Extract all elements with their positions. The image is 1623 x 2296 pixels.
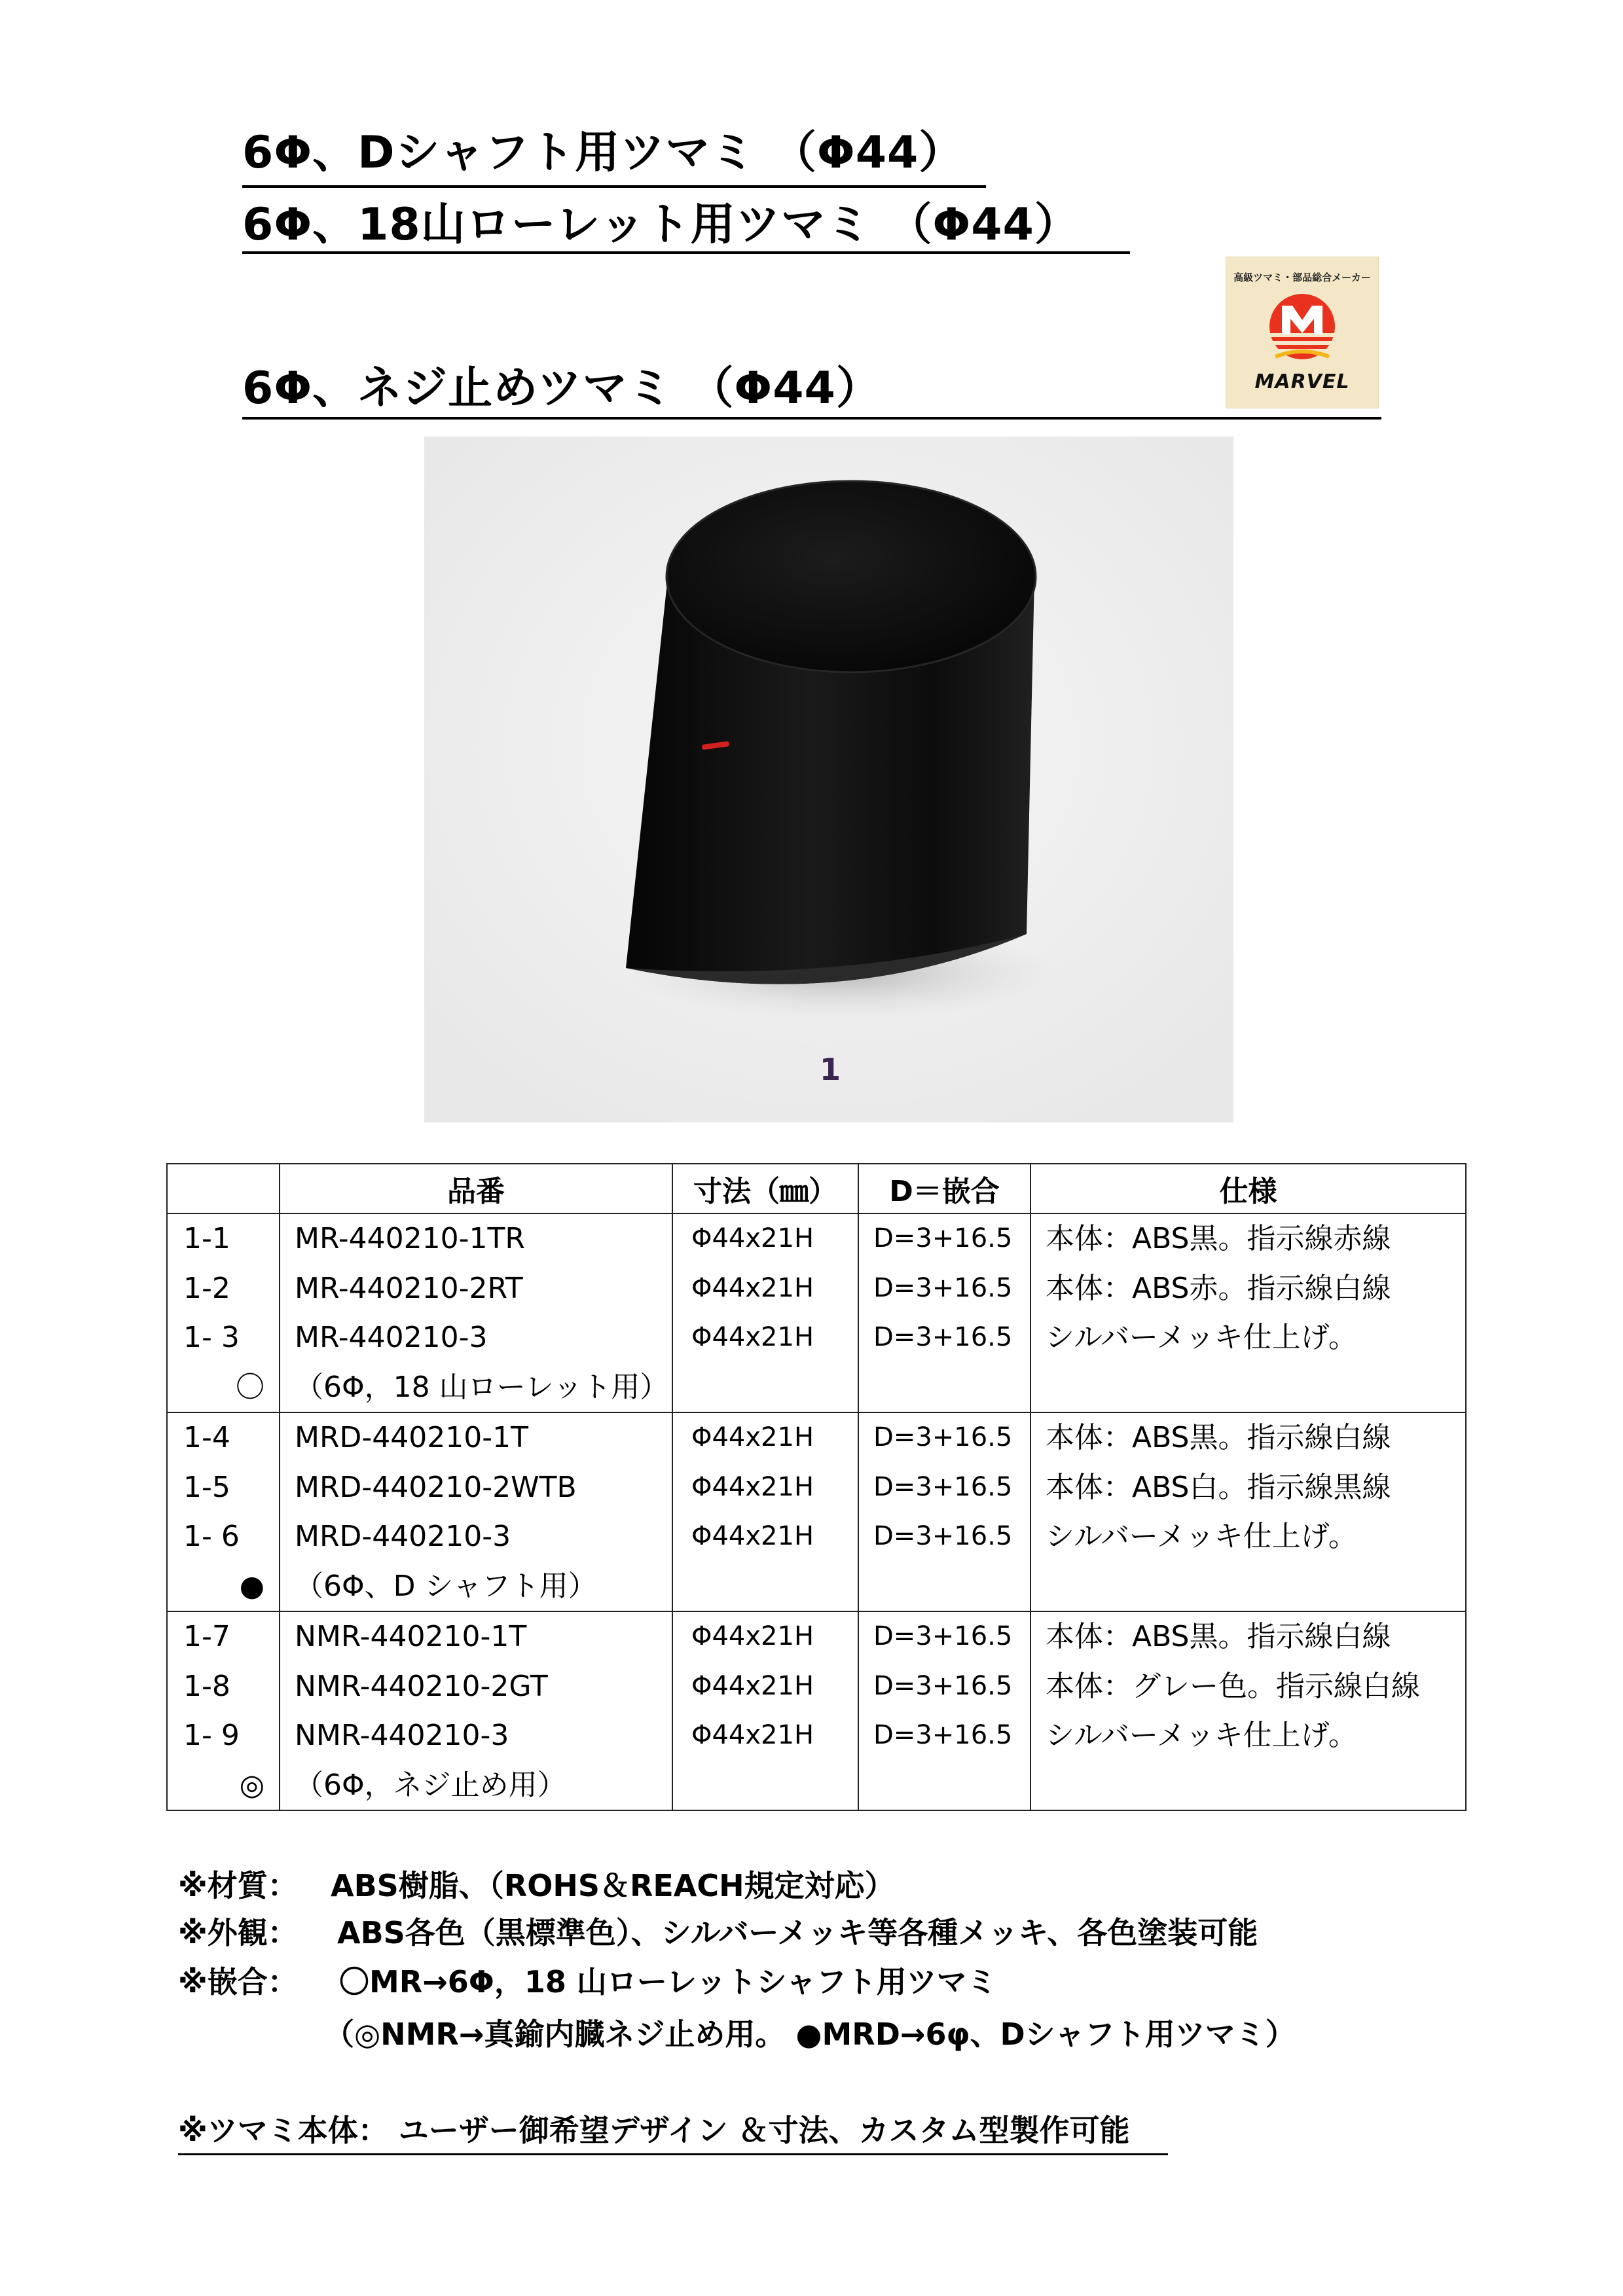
note-material xyxy=(0,1868,1623,1903)
note-custom: ※ツマミ本体： ユーザー御希望デザイン ＆寸法、カスタム型製作可能 xyxy=(178,2113,1130,2148)
title-knurl: 6Φ、18山ローレット用ツマミ （Φ44） xyxy=(242,199,1080,251)
spec-text: 本体：ABS白。指示線黒線 xyxy=(1046,1470,1391,1504)
spec-text: 本体：ABS黒。指示線白線 xyxy=(1046,1620,1391,1653)
group2-dims xyxy=(672,1412,858,1611)
title-underline-1 xyxy=(242,185,986,188)
group-mark: ◎ xyxy=(239,1768,264,1802)
row-number: 1- 6 xyxy=(183,1520,240,1553)
part-number: MRD-440210-1T xyxy=(295,1421,529,1454)
header-dimensions: 寸法（㎜） xyxy=(672,1164,858,1213)
header-part-number: 品番 xyxy=(280,1164,672,1213)
group2-fits xyxy=(858,1412,1030,1611)
marvel-emblem-icon xyxy=(1266,293,1338,361)
header-no xyxy=(167,1164,280,1213)
table-header-row xyxy=(167,1164,1466,1213)
marvel-logo xyxy=(1226,257,1379,408)
note-custom-underline xyxy=(178,2153,1168,2155)
dimension: Φ44x21H xyxy=(691,1422,814,1452)
group-note: （6Φ，18 山ローレット用） xyxy=(295,1370,669,1404)
group3-numbers xyxy=(167,1611,280,1810)
group1-parts xyxy=(280,1213,672,1412)
row-number: 1-7 xyxy=(183,1620,230,1653)
group2-parts xyxy=(280,1412,672,1611)
group3-specs xyxy=(1030,1611,1466,1810)
product-photo xyxy=(424,437,1233,1122)
dimension: Φ44x21H xyxy=(691,1720,814,1750)
part-number: MR-440210-2RT xyxy=(295,1271,523,1305)
group2-numbers xyxy=(167,1412,280,1611)
group1-numbers xyxy=(167,1213,280,1412)
row-number: 1-5 xyxy=(183,1470,230,1504)
header-fit: D＝嵌合 xyxy=(858,1164,1030,1213)
table-group-screw xyxy=(167,1611,1466,1810)
note-material-label: ※材質： xyxy=(178,1868,298,1903)
note-appearance-text: ABS各色（黒標準色）、シルバーメッキ等各種メッキ、各色塗装可能 xyxy=(337,1915,1258,1950)
fit-value: D=3+16.5 xyxy=(873,1322,1013,1352)
fit-value: D=3+16.5 xyxy=(873,1272,1013,1303)
dimension: Φ44x21H xyxy=(691,1621,814,1651)
dimension: Φ44x21H xyxy=(691,1272,814,1303)
fit-value: D=3+16.5 xyxy=(873,1670,1013,1701)
row-number: 1- 3 xyxy=(183,1321,240,1354)
dimension: Φ44x21H xyxy=(691,1521,814,1551)
dimension: Φ44x21H xyxy=(691,1223,814,1253)
fit-value: D=3+16.5 xyxy=(873,1223,1013,1253)
spec-text: 本体：グレー色。指示線白線 xyxy=(1046,1669,1420,1703)
note-fit-detail-text: （◎NMR→真鍮内臓ネジ止め用。 ●MRD→6φ、Dシャフト用ツマミ） xyxy=(324,2017,1296,2052)
header-spec: 仕様 xyxy=(1030,1164,1466,1213)
note-fit-detail xyxy=(0,2019,1623,2052)
row-number: 1-8 xyxy=(183,1669,230,1703)
table-group-d-shaft xyxy=(167,1412,1466,1611)
title-d-shaft: 6Φ、Dシャフト用ツマミ （Φ44） xyxy=(242,127,964,179)
spec-text: シルバーメッキ仕上げ。 xyxy=(1046,1719,1357,1752)
note-fit-text: 〇MR→6Φ，18 山ローレットシャフト用ツマミ xyxy=(339,1964,997,2000)
group1-fits xyxy=(858,1213,1030,1412)
note-fit-label: ※嵌合： xyxy=(178,1964,298,2000)
dimension: Φ44x21H xyxy=(691,1471,814,1502)
row-number: 1-2 xyxy=(183,1271,230,1305)
row-number: 1-1 xyxy=(183,1222,230,1255)
group-note: （6Φ、D シャフト用） xyxy=(295,1569,597,1603)
part-number: NMR-440210-1T xyxy=(295,1620,527,1653)
fit-value: D=3+16.5 xyxy=(873,1471,1013,1502)
part-number: MR-440210-3 xyxy=(295,1321,488,1354)
group3-dims xyxy=(672,1611,858,1810)
note-appearance xyxy=(0,1915,1623,1950)
note-appearance-label: ※外観： xyxy=(178,1915,298,1950)
title-underline-2 xyxy=(242,251,1130,254)
part-number: MR-440210-1TR xyxy=(295,1222,525,1255)
part-number: MRD-440210-2WTB xyxy=(295,1470,577,1504)
spec-table xyxy=(166,1163,1467,1811)
group-note: （6Φ，ネジ止め用） xyxy=(295,1768,566,1802)
table-group-knurl xyxy=(167,1213,1466,1412)
row-number: 1-4 xyxy=(183,1421,230,1454)
spec-text: シルバーメッキ仕上げ。 xyxy=(1046,1520,1357,1553)
group-mark: 〇 xyxy=(236,1370,264,1404)
fit-value: D=3+16.5 xyxy=(873,1621,1013,1651)
spec-text: 本体：ABS黒。指示線白線 xyxy=(1046,1421,1391,1454)
spec-text: 本体：ABS赤。指示線白線 xyxy=(1046,1271,1391,1305)
part-number: NMR-440210-3 xyxy=(295,1719,509,1752)
group1-dims xyxy=(672,1213,858,1412)
title-underline-3 xyxy=(242,417,1381,420)
spec-text: シルバーメッキ仕上げ。 xyxy=(1046,1321,1357,1354)
row-number: 1- 9 xyxy=(183,1719,240,1752)
group3-parts xyxy=(280,1611,672,1810)
group1-specs xyxy=(1030,1213,1466,1412)
logo-wordmark: MARVEL xyxy=(1254,370,1350,393)
title-screw: 6Φ、ネジ止めツマミ （Φ44） xyxy=(242,363,881,414)
part-number: NMR-440210-2GT xyxy=(295,1669,548,1703)
fit-value: D=3+16.5 xyxy=(873,1720,1013,1750)
group3-fits xyxy=(858,1611,1030,1810)
dimension: Φ44x21H xyxy=(691,1670,814,1701)
black-knob-image xyxy=(424,437,1233,1122)
note-fit xyxy=(0,1964,1623,2000)
fit-value: D=3+16.5 xyxy=(873,1521,1013,1551)
group-mark: ● xyxy=(239,1569,264,1603)
photo-label: 1 xyxy=(819,1052,841,1087)
part-number: MRD-440210-3 xyxy=(295,1520,511,1553)
fit-value: D=3+16.5 xyxy=(873,1422,1013,1452)
dimension: Φ44x21H xyxy=(691,1322,814,1352)
group2-specs xyxy=(1030,1412,1466,1611)
spec-text: 本体：ABS黒。指示線赤線 xyxy=(1046,1222,1391,1255)
logo-caption: 高級ツマミ・部品総合メーカー xyxy=(1233,272,1371,283)
note-material-text: ABS樹脂、（ROHS＆REACH規定対応） xyxy=(331,1868,895,1903)
